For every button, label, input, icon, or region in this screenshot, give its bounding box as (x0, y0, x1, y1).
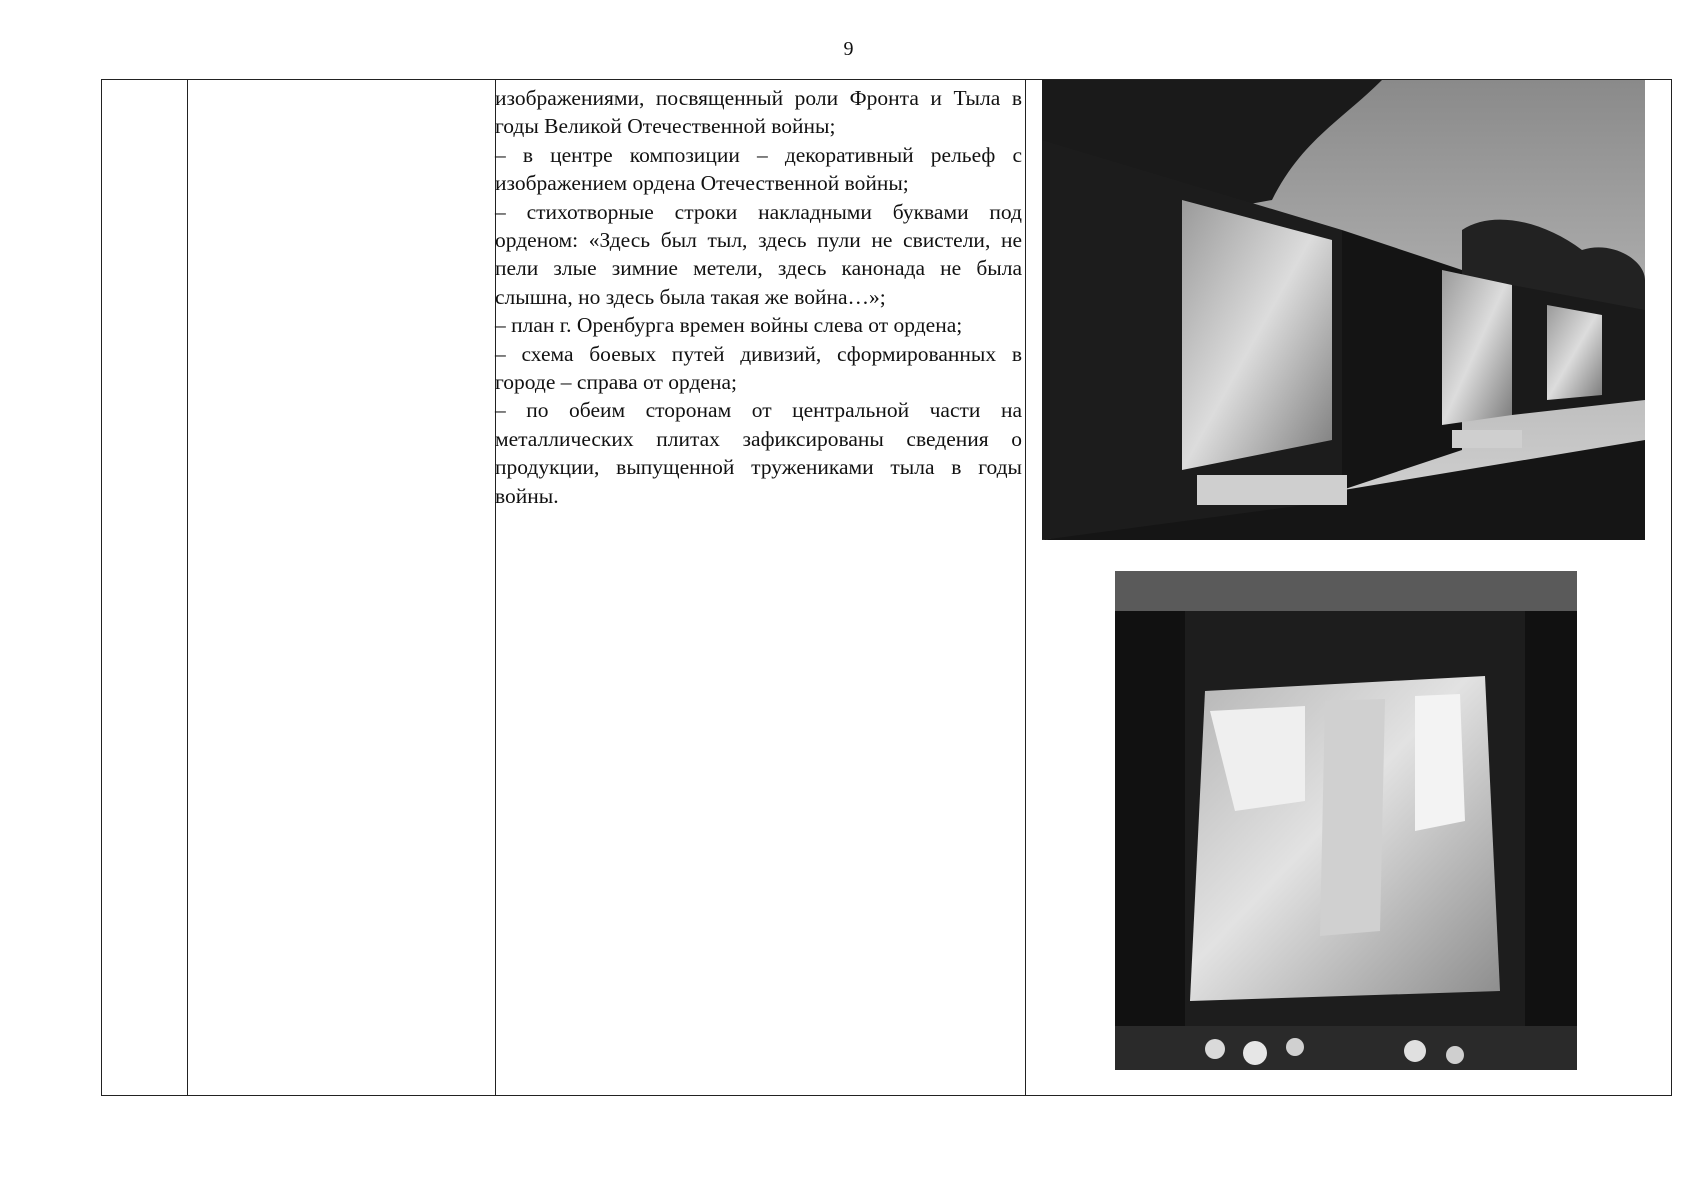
description-paragraph: – в центре композиции – декоративный рельеф с изображением ордена Отечественной войны; (495, 142, 1022, 196)
document-table (101, 79, 1672, 1096)
description-paragraph: – план г. Оренбурга времен войны слева от ордена; (495, 313, 963, 338)
description-paragraph: – по обеим сторонам от центральной части на металлических плитах зафиксированы сведения о продукции, выпущенной тружениками тыла в годы войны. (495, 398, 1022, 508)
column-divider (187, 80, 188, 1095)
description-paragraph: – стихотворные строки накладными буквами под орденом: «Здесь был тыл, здесь пули не свистели, не пели злые зимние метели, здесь канонада не была слышна, но здесь была такая же война…»; (495, 199, 1022, 309)
photo-memorial-panel (1115, 571, 1577, 1070)
description-paragraph: – схема боевых путей дивизий, сформированных в городе – справа от ордена; (495, 341, 1022, 395)
page-number: 9 (843, 38, 854, 60)
column-divider (1025, 80, 1026, 1095)
description-cell (495, 84, 1022, 510)
photo-memorial-wall (1042, 80, 1645, 540)
description-paragraph: изображениями, посвященный роли Фронта и Тыла в годы Великой Отечественной войны; (495, 86, 1022, 139)
